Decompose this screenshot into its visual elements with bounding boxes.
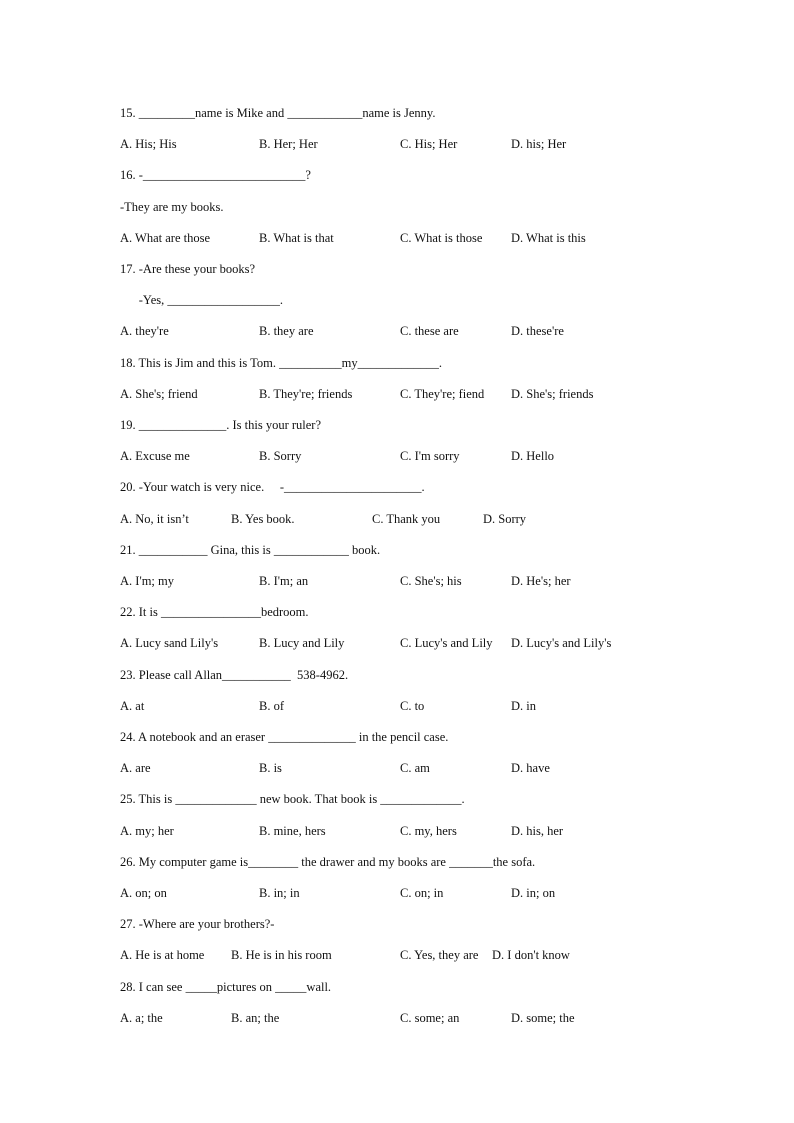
- answer-option[interactable]: D. in: [511, 698, 536, 713]
- answer-option[interactable]: B. Yes book.: [231, 511, 295, 526]
- question-stem: 21. ___________ Gina, this is ____________ book.: [120, 542, 381, 557]
- answer-option[interactable]: B. of: [259, 698, 284, 713]
- answer-option[interactable]: C. these are: [400, 324, 459, 339]
- answer-option[interactable]: D. his; Her: [511, 137, 567, 152]
- answer-option[interactable]: A. my; her: [120, 823, 174, 838]
- answer-option[interactable]: C. Lucy's and Lily: [400, 636, 493, 651]
- answer-option[interactable]: D. have: [511, 761, 550, 776]
- answer-option[interactable]: C. my, hers: [400, 823, 457, 838]
- answer-option[interactable]: A. What are those: [120, 230, 211, 245]
- question-stem: 17. -Are these your books?: [120, 262, 256, 276]
- answer-option[interactable]: C. to: [400, 698, 425, 713]
- answer-option[interactable]: B. they are: [259, 324, 314, 339]
- answer-option[interactable]: B. mine, hers: [259, 823, 326, 838]
- answer-option[interactable]: A. at: [120, 698, 145, 713]
- answer-option[interactable]: C. Yes, they are: [400, 948, 479, 963]
- answer-option[interactable]: C. I'm sorry: [400, 449, 460, 464]
- answer-option[interactable]: D. his, her: [511, 823, 564, 838]
- answer-option[interactable]: B. I'm; an: [259, 574, 309, 588]
- answer-option[interactable]: B. an; the: [231, 1010, 280, 1025]
- answer-option[interactable]: C. They're; fiend: [400, 386, 485, 401]
- question-stem: 18. This is Jim and this is Tom. __________my_____________.: [120, 355, 442, 370]
- answer-option[interactable]: A. a; the: [120, 1010, 163, 1025]
- answer-option[interactable]: A. are: [120, 761, 151, 776]
- answer-option[interactable]: C. am: [400, 761, 430, 776]
- answer-option[interactable]: B. Lucy and Lily: [259, 636, 345, 651]
- answer-option[interactable]: B. He is in his room: [231, 948, 332, 963]
- question-line: -Yes, __________________.: [120, 293, 283, 308]
- answer-option[interactable]: C. Thank you: [372, 511, 441, 526]
- answer-option[interactable]: C. What is those: [400, 230, 483, 245]
- answer-option[interactable]: C. on; in: [400, 886, 444, 900]
- answer-option[interactable]: D. Hello: [511, 449, 555, 464]
- answer-option[interactable]: D. He's; her: [511, 574, 571, 588]
- question-stem: 28. I can see _____pictures on _____wall.: [120, 979, 332, 994]
- answer-option[interactable]: B. in; in: [259, 886, 300, 900]
- question-stem: 27. -Where are your brothers?-: [120, 917, 275, 932]
- answer-option[interactable]: D. some; the: [511, 1010, 575, 1025]
- answer-option[interactable]: D. I don't know: [492, 948, 570, 963]
- answer-option[interactable]: D. these're: [511, 324, 564, 339]
- answer-option[interactable]: A. on; on: [120, 886, 167, 900]
- answer-option[interactable]: A. Lucy sand Lily's: [120, 636, 219, 651]
- question-stem: 24. A notebook and an eraser ______________ in the pencil case.: [120, 730, 449, 744]
- answer-option[interactable]: A. She's; friend: [120, 386, 198, 401]
- answer-option[interactable]: D. She's; friends: [511, 386, 594, 401]
- question-stem: 25. This is _____________ new book. That book is _____________.: [120, 792, 465, 807]
- answer-option[interactable]: C. some; an: [400, 1010, 460, 1025]
- answer-option[interactable]: C. His; Her: [400, 137, 458, 152]
- answer-option[interactable]: B. What is that: [259, 230, 334, 245]
- question-stem: 16. -__________________________?: [120, 168, 311, 183]
- question-stem: 22. It is ________________bedroom.: [120, 605, 309, 620]
- answer-option[interactable]: D. in; on: [511, 886, 556, 900]
- question-stem: 23. Please call Allan___________ 538-4962.: [120, 667, 349, 682]
- answer-option[interactable]: A. they're: [120, 324, 169, 339]
- question-stem: 15. _________name is Mike and ____________name is Jenny.: [120, 106, 436, 120]
- answer-option[interactable]: A. No, it isn’t: [120, 511, 189, 526]
- answer-option[interactable]: B. is: [259, 761, 282, 776]
- question-stem: 20. -Your watch is very nice. -______________________.: [120, 480, 425, 495]
- answer-option[interactable]: B. Her; Her: [259, 137, 318, 152]
- answer-option[interactable]: A. His; His: [120, 137, 177, 152]
- answer-option[interactable]: D. What is this: [511, 230, 586, 245]
- question-line: -They are my books.: [120, 199, 224, 214]
- answer-option[interactable]: D. Sorry: [483, 511, 527, 526]
- question-stem: 19. ______________. Is this your ruler?: [120, 418, 322, 432]
- question-stem: 26. My computer game is________ the drawer and my books are _______the sofa.: [120, 854, 536, 869]
- answer-option[interactable]: A. I'm; my: [120, 574, 174, 588]
- answer-option[interactable]: A. He is at home: [120, 948, 205, 963]
- answer-option[interactable]: C. She's; his: [400, 574, 462, 588]
- answer-option[interactable]: B. Sorry: [259, 449, 302, 464]
- answer-option[interactable]: D. Lucy's and Lily's: [511, 636, 612, 651]
- answer-option[interactable]: B. They're; friends: [259, 386, 353, 401]
- answer-option[interactable]: A. Excuse me: [120, 449, 190, 464]
